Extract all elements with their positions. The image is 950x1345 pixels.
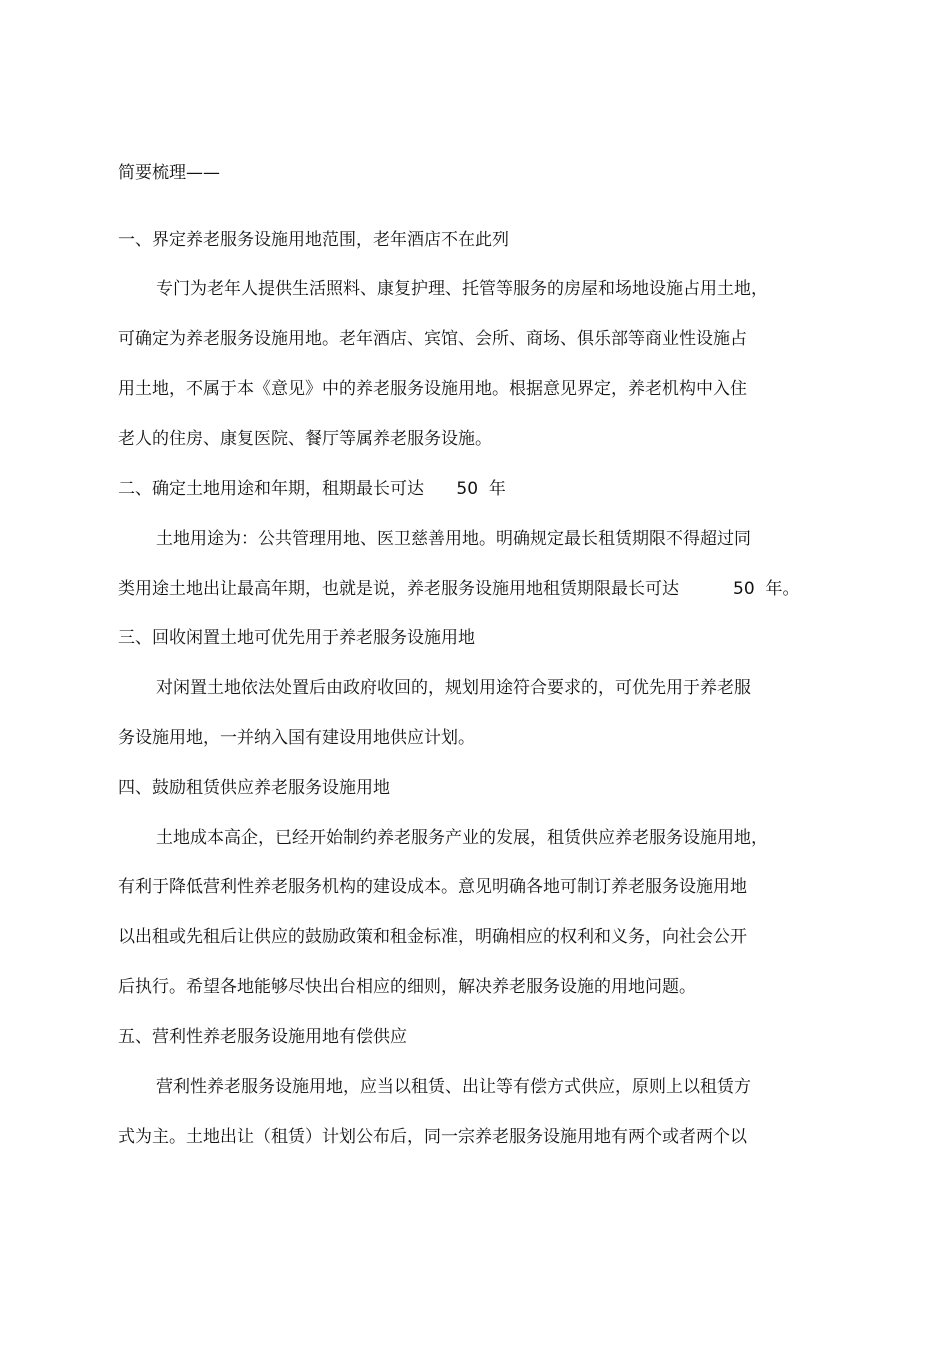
section-3-line-1: 对闲置土地依法处置后由政府收回的，规划用途符合要求的，可优先用于养老服 (156, 678, 751, 698)
section-4-line-3: 以出租或先租后让供应的鼓励政策和租金标准，明确相应的权利和义务，向社会公开 (118, 927, 747, 947)
section-4-line-1: 土地成本高企，已经开始制约养老服务产业的发展，租赁供应养老服务设施用地， (156, 828, 768, 848)
section-1-line-3: 用土地，不属于本《意见》中的养老服务设施用地。根据意见界定，养老机构中入住 (118, 379, 747, 399)
section-1-line-1: 专门为老年人提供生活照料、康复护理、托管等服务的房屋和场地设施占用土地， (156, 279, 768, 299)
section-3-line-2: 务设施用地，一并纳入国有建设用地供应计划。 (118, 728, 475, 748)
section-1-line-2: 可确定为养老服务设施用地。老年酒店、宾馆、会所、商场、俱乐部等商业性设施占 (118, 329, 747, 349)
section-5-heading: 五、营利性养老服务设施用地有偿供应 (118, 1027, 407, 1047)
section-4-line-4: 后执行。希望各地能够尽快出台相应的细则，解决养老服务设施的用地问题。 (118, 977, 696, 997)
section-3-heading: 三、回收闲置土地可优先用于养老服务设施用地 (118, 628, 475, 648)
section-4-heading: 四、鼓励租赁供应养老服务设施用地 (118, 778, 390, 798)
section-1-line-4: 老人的住房、康复医院、餐厅等属养老服务设施。 (118, 429, 492, 449)
section-2-line-1: 土地用途为：公共管理用地、医卫慈善用地。明确规定最长租赁期限不得超过同 (156, 529, 751, 549)
section-2-heading: 二、确定土地用途和年期，租期最长可达 50 年 (118, 479, 506, 499)
section-4-line-2: 有利于降低营利性养老服务机构的建设成本。意见明确各地可制订养老服务设施用地 (118, 877, 747, 897)
page-title: 简要梳理—— (118, 163, 220, 183)
section-2-line-2: 类用途土地出让最高年期，也就是说，养老服务设施用地租赁期限最长可达 50 年。 (118, 579, 800, 599)
section-5-line-2: 式为主。土地出让（租赁）计划公布后，同一宗养老服务设施用地有两个或者两个以 (118, 1127, 747, 1147)
section-1-heading: 一、界定养老服务设施用地范围，老年酒店不在此列 (118, 230, 509, 250)
section-5-line-1: 营利性养老服务设施用地，应当以租赁、出让等有偿方式供应，原则上以租赁方 (156, 1077, 751, 1097)
